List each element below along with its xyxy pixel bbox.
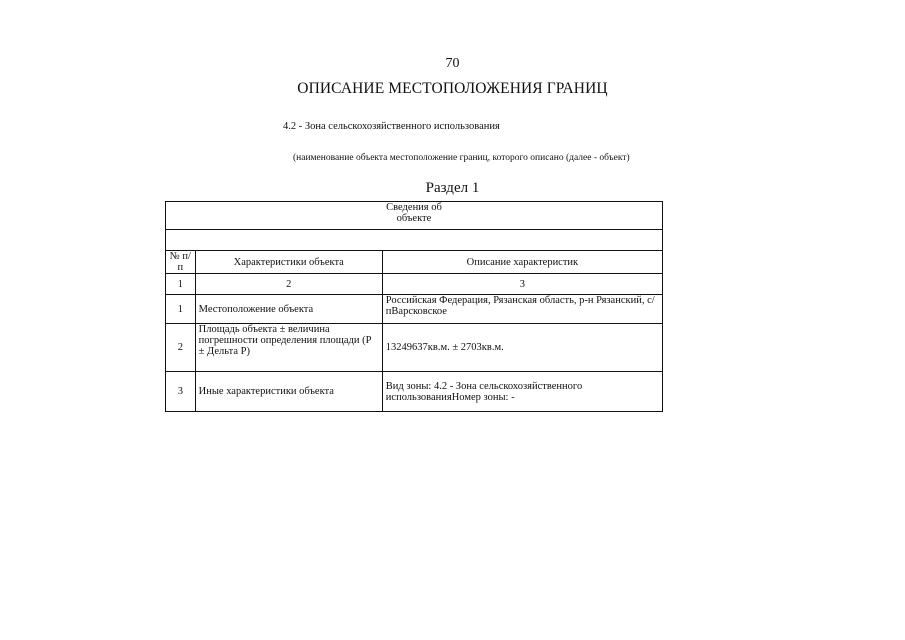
table-spacer-cell [166,230,663,251]
object-name: 4.2 - Зона сельскохозяйственного использования [283,121,500,132]
row-description: Российская Федерация, Рязанская область, р-н Рязанский, с/пВарсковское [382,295,662,324]
table-column-number-row [166,274,663,295]
column-number-2: 2 [195,274,382,295]
object-name-note: (наименование объекта местоположение границ, которого описано (далее - объект) [293,153,630,163]
row-description: 13249637кв.м. ± 2703кв.м. [382,324,662,372]
row-characteristic: Площадь объекта ± величина погрешности определения площади (P ± Дельта P) [195,324,382,372]
row-characteristic: Местоположение объекта [195,295,382,324]
section-title: Раздел 1 [425,180,480,196]
object-info-table [165,201,663,412]
row-num: 3 [166,372,196,412]
row-num: 2 [166,324,196,372]
row-characteristic: Иные характеристики объекта [195,372,382,412]
page-number: 70 [445,56,460,71]
table-caption-line-2: объекте [396,213,432,225]
header-characteristic: Характеристики объекта [195,251,382,274]
header-num: № п/п [166,251,196,274]
column-number-3: 3 [382,274,662,295]
table-header-row [166,251,663,274]
row-description: Вид зоны: 4.2 - Зона сельскохозяйственного использованияНомер зоны: - [382,372,662,412]
table-caption-row [166,202,663,230]
header-description: Описание характеристик [382,251,662,274]
table-spacer-row [166,230,663,251]
table-row [166,372,663,412]
table-caption-line-1: Сведения об [386,202,442,213]
table-row [166,324,663,372]
table-row [166,295,663,324]
table-caption [166,202,663,230]
column-number-1: 1 [166,274,196,295]
row-num: 1 [166,295,196,324]
page-title: ОПИСАНИЕ МЕСТОПОЛОЖЕНИЯ ГРАНИЦ [297,80,608,97]
